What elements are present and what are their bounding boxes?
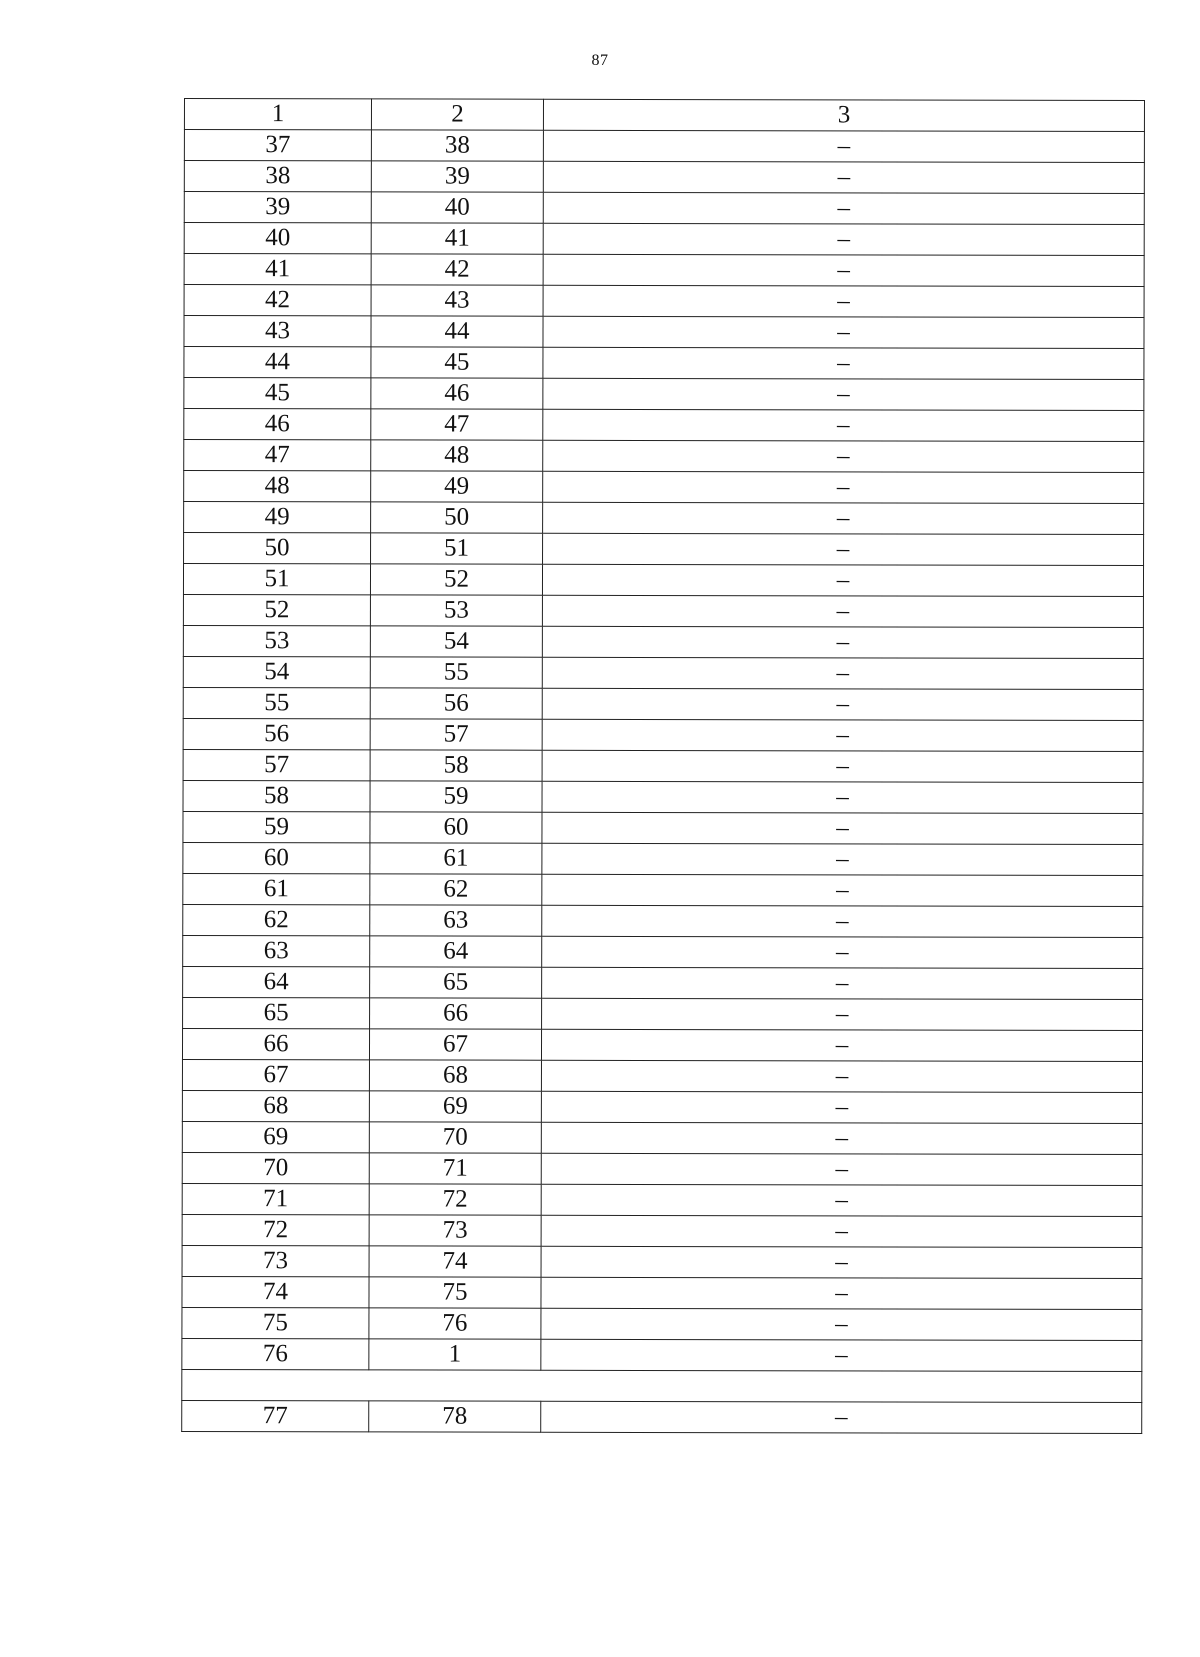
table-cell-col1: 62 bbox=[183, 904, 370, 935]
table-cell-col3: – bbox=[541, 1122, 1142, 1154]
table-cell-col2: 62 bbox=[370, 874, 542, 905]
table-cell-col3: – bbox=[543, 502, 1144, 534]
table-blank-row bbox=[182, 1369, 1142, 1402]
table-cell-col2: 56 bbox=[370, 688, 542, 719]
table-cell-col2: 69 bbox=[369, 1091, 541, 1122]
table-cell-col1: 42 bbox=[184, 285, 371, 316]
table-cell-col1: 75 bbox=[182, 1307, 369, 1338]
table-cell-col2: 67 bbox=[369, 1029, 541, 1060]
table-cell-col1: 45 bbox=[184, 378, 371, 409]
table-row bbox=[184, 409, 1144, 442]
table-row bbox=[183, 687, 1143, 720]
table-cell-col3: – bbox=[542, 657, 1143, 689]
table-cell-col3: – bbox=[542, 967, 1143, 999]
table-cell-col2: 60 bbox=[370, 812, 542, 843]
table-row bbox=[182, 1338, 1142, 1371]
table-cell-col3: – bbox=[543, 440, 1144, 472]
header-cell-col1: 1 bbox=[184, 99, 371, 130]
table-cell-col3: – bbox=[542, 781, 1143, 813]
table-cell-col3: – bbox=[543, 130, 1144, 162]
table-cell-col2: 65 bbox=[370, 967, 542, 998]
table-row bbox=[183, 656, 1143, 689]
table-cell-col2: 47 bbox=[371, 409, 543, 440]
header-cell-col2: 2 bbox=[371, 99, 543, 130]
table-cell-col1: 72 bbox=[182, 1214, 369, 1245]
table-cell-col1: 39 bbox=[184, 192, 371, 223]
table-row bbox=[184, 223, 1144, 256]
table-cell-col2: 45 bbox=[371, 347, 543, 378]
table-cell-col3: – bbox=[541, 1029, 1142, 1061]
table-cell-col2: 53 bbox=[370, 595, 542, 626]
table-row bbox=[182, 1121, 1142, 1154]
table-row bbox=[182, 1400, 1142, 1433]
table-cell-col2: 64 bbox=[370, 936, 542, 967]
table-cell-col1: 67 bbox=[182, 1059, 369, 1090]
table-cell-col3: – bbox=[543, 471, 1144, 503]
table-cell-col1: 51 bbox=[183, 564, 370, 595]
table-cell-col1: 40 bbox=[184, 223, 371, 254]
table-cell-col1: 48 bbox=[184, 471, 371, 502]
table-row bbox=[183, 873, 1143, 906]
table-cell-col1: 66 bbox=[182, 1028, 369, 1059]
table-row bbox=[184, 130, 1144, 163]
table-row bbox=[182, 1028, 1142, 1061]
table-row bbox=[182, 1214, 1142, 1247]
table-cell-col1: 71 bbox=[182, 1183, 369, 1214]
table-cell-col2: 72 bbox=[369, 1184, 541, 1215]
table-cell-col3: – bbox=[543, 161, 1144, 193]
table-cell-col2: 38 bbox=[371, 130, 543, 161]
table-row bbox=[182, 1276, 1142, 1309]
table-row bbox=[183, 935, 1143, 968]
table-cell-col2: 59 bbox=[370, 781, 542, 812]
header-cell-col3: 3 bbox=[543, 99, 1144, 131]
table-cell-col3: – bbox=[542, 626, 1143, 658]
table-cell-col1: 70 bbox=[182, 1152, 369, 1183]
table-cell-col3: – bbox=[543, 285, 1144, 317]
table-cell-col3: – bbox=[541, 1215, 1142, 1247]
table-cell-col3: – bbox=[543, 378, 1144, 410]
table-row bbox=[184, 161, 1144, 194]
table-cell-col3: – bbox=[541, 1153, 1142, 1185]
table-cell-col1: 76 bbox=[182, 1338, 369, 1369]
page-number: 87 bbox=[591, 52, 609, 69]
table-cell-col1: 52 bbox=[183, 594, 370, 625]
table-cell-col2: 48 bbox=[371, 440, 543, 471]
table-cell-col1: 55 bbox=[183, 687, 370, 718]
table-cell-col1: 50 bbox=[184, 533, 371, 564]
table-cell-col3: – bbox=[542, 750, 1143, 782]
table-cell-col2: 68 bbox=[369, 1060, 541, 1091]
table-row bbox=[184, 254, 1144, 287]
table-row bbox=[184, 316, 1144, 349]
table-row bbox=[184, 502, 1144, 535]
table-cell-col2: 78 bbox=[369, 1401, 541, 1432]
table-cell-col2: 46 bbox=[371, 378, 543, 409]
table-row bbox=[183, 842, 1143, 875]
table-cell-col1: 49 bbox=[184, 502, 371, 533]
table-cell-col3: – bbox=[541, 1060, 1142, 1092]
table-cell-col2: 61 bbox=[370, 843, 542, 874]
table-cell-col1: 74 bbox=[182, 1276, 369, 1307]
table-row bbox=[182, 1245, 1142, 1278]
table-cell-col2: 73 bbox=[369, 1215, 541, 1246]
table-row bbox=[183, 780, 1143, 813]
table-cell-col3: – bbox=[543, 316, 1144, 348]
table-cell-col1: 37 bbox=[184, 130, 371, 161]
table-cell-col3: – bbox=[543, 223, 1144, 255]
table-cell-col2: 74 bbox=[369, 1246, 541, 1277]
table-cell-col1: 63 bbox=[183, 935, 370, 966]
table-row bbox=[182, 1152, 1142, 1185]
table-cell-col3: – bbox=[541, 1308, 1142, 1340]
table-cell-col1: 47 bbox=[184, 440, 371, 471]
table-cell-col3: – bbox=[542, 595, 1143, 627]
table-cell-col1: 44 bbox=[184, 347, 371, 378]
table-cell-col1: 60 bbox=[183, 842, 370, 873]
table-header-row bbox=[184, 99, 1144, 132]
table-cell-col3: – bbox=[542, 843, 1143, 875]
table-cell-col2: 70 bbox=[369, 1122, 541, 1153]
table-cell-col2: 44 bbox=[371, 316, 543, 347]
table-cell-col2: 63 bbox=[370, 905, 542, 936]
table-cell-col2: 43 bbox=[371, 285, 543, 316]
table-row bbox=[182, 1307, 1142, 1340]
table-cell-col3: – bbox=[541, 1401, 1142, 1433]
table-cell-col1: 77 bbox=[182, 1400, 369, 1431]
table-cell-col1: 57 bbox=[183, 749, 370, 780]
table-row bbox=[184, 471, 1144, 504]
table-cell-col1: 46 bbox=[184, 409, 371, 440]
table-cell-col3: – bbox=[543, 254, 1144, 286]
table-cell-col1: 59 bbox=[183, 811, 370, 842]
table-cell-col1: 65 bbox=[183, 997, 370, 1028]
table-cell-col3: – bbox=[541, 1184, 1142, 1216]
table-row bbox=[183, 564, 1143, 597]
table-row bbox=[184, 378, 1144, 411]
table-cell-col2: 50 bbox=[371, 502, 543, 533]
table-cell-col2: 71 bbox=[369, 1153, 541, 1184]
table-cell-col3: – bbox=[542, 688, 1143, 720]
table-row bbox=[183, 718, 1143, 751]
table-cell-col3: – bbox=[541, 1339, 1142, 1371]
table-row bbox=[183, 904, 1143, 937]
table-body bbox=[182, 99, 1145, 1434]
table-row bbox=[183, 625, 1143, 658]
table-cell-col2: 66 bbox=[370, 998, 542, 1029]
table-row bbox=[184, 347, 1144, 380]
table-cell-col1: 69 bbox=[182, 1121, 369, 1152]
table-cell-col3: – bbox=[543, 347, 1144, 379]
table-cell-col2: 55 bbox=[370, 657, 542, 688]
table-cell-col1: 41 bbox=[184, 254, 371, 285]
table-cell-col2: 58 bbox=[370, 750, 542, 781]
table-cell-col3: – bbox=[542, 998, 1143, 1030]
table-cell-col1: 56 bbox=[183, 718, 370, 749]
table-cell-col2: 76 bbox=[369, 1308, 541, 1339]
table-cell-col2: 41 bbox=[371, 223, 543, 254]
table-row bbox=[183, 811, 1143, 844]
table-cell-col2: 1 bbox=[369, 1339, 541, 1370]
table-row bbox=[183, 966, 1143, 999]
table-row bbox=[183, 997, 1143, 1030]
table-cell-col1: 43 bbox=[184, 316, 371, 347]
table-row bbox=[182, 1090, 1142, 1123]
table-cell-col2: 57 bbox=[370, 719, 542, 750]
table-row bbox=[183, 749, 1143, 782]
table-cell-col3: – bbox=[543, 192, 1144, 224]
table-cell-col2: 75 bbox=[369, 1277, 541, 1308]
table-row bbox=[183, 594, 1143, 627]
table-row bbox=[184, 285, 1144, 318]
table-cell-col2: 49 bbox=[371, 471, 543, 502]
table-cell-col3: – bbox=[541, 1246, 1142, 1278]
table-cell-col1: 54 bbox=[183, 656, 370, 687]
table-cell-col2: 42 bbox=[371, 254, 543, 285]
data-table bbox=[181, 98, 1145, 1434]
table-row bbox=[184, 440, 1144, 473]
table-cell-col3: – bbox=[542, 905, 1143, 937]
table-cell-col2: 52 bbox=[370, 564, 542, 595]
table-row bbox=[184, 192, 1144, 225]
table-cell-col1: 73 bbox=[182, 1245, 369, 1276]
table-cell-col2: 40 bbox=[371, 192, 543, 223]
table-cell-col2: 51 bbox=[371, 533, 543, 564]
table-cell-col1: 61 bbox=[183, 873, 370, 904]
table-cell-col1: 53 bbox=[183, 625, 370, 656]
table-cell-col3: – bbox=[542, 874, 1143, 906]
table-row bbox=[182, 1183, 1142, 1216]
table-cell-col3: – bbox=[542, 564, 1143, 596]
table-row bbox=[182, 1059, 1142, 1092]
table-cell-col1: 38 bbox=[184, 161, 371, 192]
table-cell-col3: – bbox=[543, 409, 1144, 441]
table-cell-col2: 39 bbox=[371, 161, 543, 192]
table-cell-col1: 58 bbox=[183, 780, 370, 811]
blank-merged-cell bbox=[182, 1369, 1142, 1402]
table-cell-col3: – bbox=[541, 1277, 1142, 1309]
table-cell-col3: – bbox=[541, 1091, 1142, 1123]
table-cell-col3: – bbox=[543, 533, 1144, 565]
table-cell-col1: 68 bbox=[182, 1090, 369, 1121]
table-cell-col3: – bbox=[542, 812, 1143, 844]
table-cell-col1: 64 bbox=[183, 966, 370, 997]
table-cell-col3: – bbox=[542, 936, 1143, 968]
table-cell-col2: 54 bbox=[370, 626, 542, 657]
table-cell-col3: – bbox=[542, 719, 1143, 751]
table-row bbox=[184, 533, 1144, 566]
